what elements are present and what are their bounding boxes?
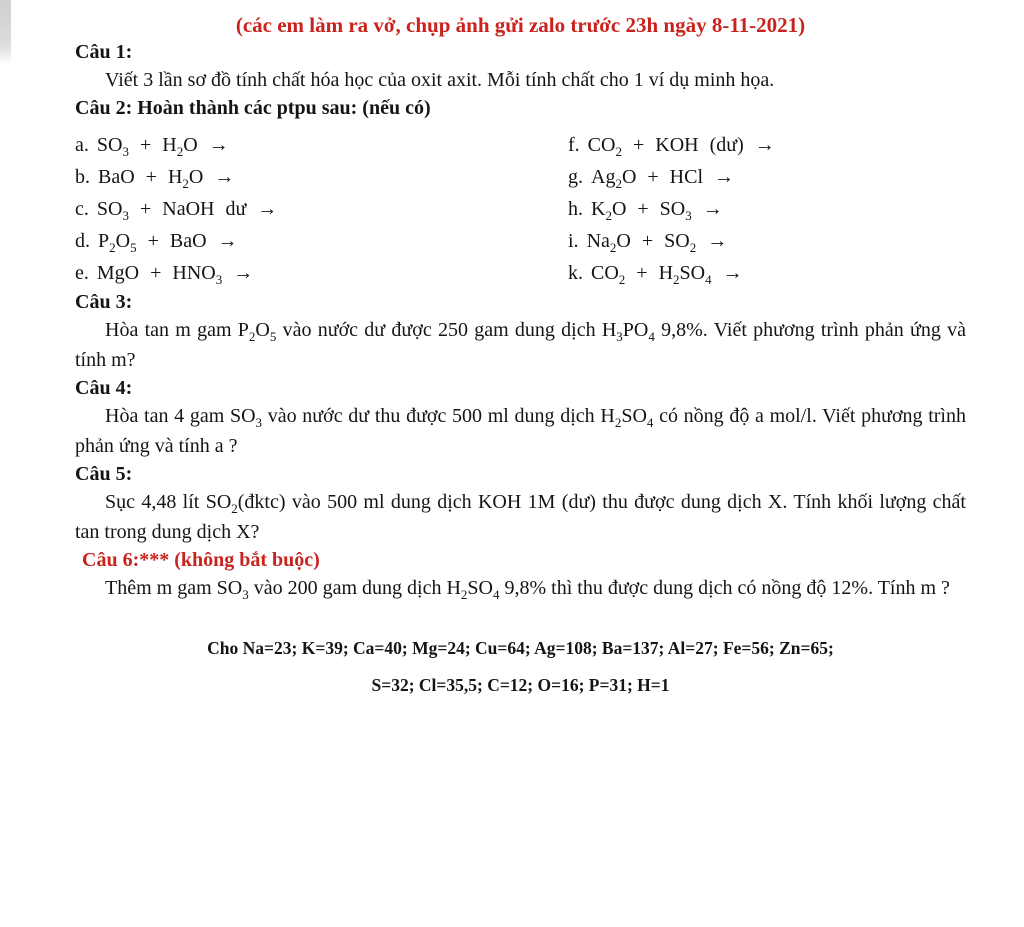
equation-a-label: a. <box>75 134 89 156</box>
question-3-heading: Câu 3: <box>75 291 133 313</box>
equation-f-label: f. <box>568 134 580 156</box>
equation-e-label: e. <box>75 262 89 284</box>
equation-a <box>75 129 568 161</box>
question-5 <box>75 461 966 547</box>
equation-b-label: b. <box>75 166 90 188</box>
question-1 <box>75 39 966 95</box>
equation-d-label: d. <box>75 230 90 252</box>
question-5-heading: Câu 5: <box>75 463 133 485</box>
question-6-heading: Câu 6:*** (không bắt buộc) <box>82 549 320 571</box>
atomic-masses-line-1: Cho Na=23; K=39; Ca=40; Mg=24; Cu=64; Ag=108; Ba=137; Al=27; Fe=56; Zn=65; <box>207 638 834 658</box>
question-4-body: Hòa tan 4 gam $SO_3$ vào nước dư thu được 500 ml dung dịch $H_2SO_4$ có nồng độ a mol/l. Viết phương trình phản ứng và tính a ? <box>75 405 966 457</box>
question-3 <box>75 289 966 375</box>
question-2-heading: Câu 2: Hoàn thành các ptpu sau: (nếu có) <box>75 97 431 119</box>
equation-grid <box>75 129 966 289</box>
atomic-masses-line-2: S=32; Cl=35,5; C=12; O=16; P=31; H=1 <box>371 675 670 695</box>
question-1-heading: Câu 1: <box>75 41 133 63</box>
equation-column-right <box>568 129 966 289</box>
question-2 <box>75 95 966 289</box>
equation-b-formula: BaO + $H_2O$ → <box>98 166 235 191</box>
equation-h-label: h. <box>568 198 583 220</box>
equation-g <box>568 161 966 193</box>
equation-b <box>75 161 568 193</box>
equation-i-label: i. <box>568 230 579 252</box>
equation-c-formula: $SO_3$ + NaOH dư → <box>96 198 278 223</box>
equation-d <box>75 225 568 257</box>
equation-d-formula: $P_2O_5$ + BaO → <box>98 230 238 255</box>
atomic-masses-footer <box>75 637 966 696</box>
scan-edge-artifact <box>0 0 11 64</box>
equation-g-label: g. <box>568 166 583 188</box>
equation-e-formula: MgO + $HNO_3$ → <box>96 262 254 287</box>
equation-f-formula: $CO_2$ + KOH (dư) → <box>587 134 775 159</box>
equation-a-formula: $SO_3 + H_2O$ → <box>96 134 229 159</box>
equation-k-label: k. <box>568 262 583 284</box>
question-4 <box>75 375 966 461</box>
question-3-body: Hòa tan m gam $P_2O_5$ vào nước dư được 250 gam dung dịch $H_3PO_4$ 9,8%. Viết phương trình phản ứng và tính m? <box>75 319 966 371</box>
assignment-deadline-title: (các em làm ra vở, chụp ảnh gửi zalo trước 23h ngày 8-11-2021) <box>235 13 806 37</box>
equation-c-label: c. <box>75 198 89 220</box>
question-4-heading: Câu 4: <box>75 377 133 399</box>
question-1-body: Viết 3 lần sơ đồ tính chất hóa học của oxit axit. Mỗi tính chất cho 1 ví dụ minh họa. <box>105 69 775 91</box>
question-5-body: Sục 4,48 lít $SO_2(đktc)$ vào 500 ml dung dịch KOH 1M (dư) thu được dung dịch X. Tính khối lượng chất tan trong dung dịch X? <box>75 491 966 543</box>
equation-h <box>568 193 966 225</box>
equation-i-formula: $Na_2O + SO_2$ → <box>586 230 728 255</box>
equation-e <box>75 257 568 289</box>
equation-k-formula: $CO_2 + H_2SO_4$ → <box>591 262 743 287</box>
question-6-body: Thêm m gam $SO_3$ vào 200 gam dung dịch $H_2SO_4$ 9,8% thì thu được dung dịch có nồng độ 12%. Tính m ? <box>105 577 950 602</box>
equation-g-formula: $Ag_2O$ + HCl → <box>591 166 735 191</box>
equation-i <box>568 225 966 257</box>
equation-column-left <box>75 129 568 289</box>
question-6 <box>75 547 966 603</box>
equation-h-formula: $K_2O + SO_3$ → <box>591 198 723 223</box>
equation-c <box>75 193 568 225</box>
equation-k <box>568 257 966 289</box>
document-content <box>0 12 1024 696</box>
equation-f <box>568 129 966 161</box>
